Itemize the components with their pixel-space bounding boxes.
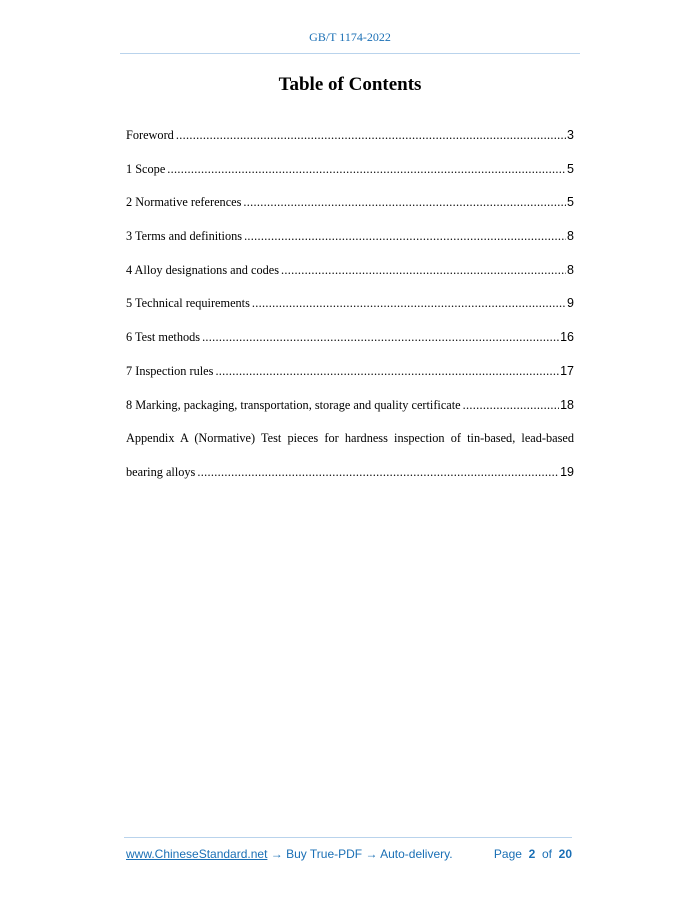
page-indicator [494, 847, 572, 861]
header-divider [120, 53, 580, 54]
toc-entry-label: 6 Test methods [126, 330, 201, 345]
toc-entry-scope[interactable] [126, 153, 574, 187]
toc-entry-inspection-rules[interactable] [126, 355, 574, 389]
toc-leader-dots [215, 355, 559, 389]
toc-entry-label: 8 Marking, packaging, transportation, storage and quality certificate [126, 397, 461, 412]
footer-divider [124, 837, 572, 838]
toc-entry-page: 18 [560, 397, 574, 412]
toc-leader-dots [244, 220, 566, 254]
page-of-label: of [541, 847, 552, 861]
website-link[interactable]: www.ChineseStandard.net [126, 847, 268, 861]
toc-entry-page: 8 [567, 262, 574, 277]
toc-list [126, 119, 574, 490]
toc-entry-page: 17 [560, 363, 574, 378]
toc-entry-normative-references[interactable] [126, 186, 574, 220]
toc-leader-dots [252, 287, 566, 321]
toc-entry-label: bearing alloys [126, 464, 196, 479]
page-label: Page [493, 847, 522, 861]
toc-entry-foreword[interactable] [126, 119, 574, 153]
toc-leader-dots [167, 153, 566, 187]
toc-entry-label: 2 Normative references [126, 195, 242, 210]
toc-entry-page: 19 [560, 464, 574, 479]
toc-leader-dots [197, 456, 559, 490]
footer-promo [126, 847, 453, 861]
toc-entry-label: 4 Alloy designations and codes [126, 262, 280, 277]
toc-leader-dots [463, 389, 559, 423]
page-current: 2 [528, 847, 536, 861]
toc-entry-alloy-designations[interactable] [126, 254, 574, 288]
toc-entry-appendix-a[interactable] [126, 456, 574, 490]
toc-entry-page: 3 [567, 128, 574, 142]
toc-entry-test-methods[interactable] [126, 321, 574, 355]
toc-entry-technical-requirements[interactable] [126, 287, 574, 321]
toc-leader-dots [281, 254, 566, 288]
toc-entry-page: 5 [567, 195, 574, 210]
toc-entry-appendix-a-line1[interactable]: Appendix A (Normative) Test pieces for hardness inspection of tin-based, lead-based [126, 431, 574, 446]
toc-entry-terms-definitions[interactable] [126, 220, 574, 254]
toc-entry-page: 8 [567, 229, 574, 244]
toc-entry-label: 1 Scope [126, 161, 166, 176]
toc-leader-dots [176, 119, 566, 153]
toc-entry-label: Foreword [126, 128, 174, 142]
toc-entry-page: 5 [567, 161, 574, 176]
page-total: 20 [558, 847, 572, 861]
toc-entry-label: 3 Terms and definitions [126, 229, 243, 244]
toc-leader-dots [202, 321, 559, 355]
footer-promo-text: → Buy True-PDF → Auto-delivery. [267, 847, 453, 861]
toc-entry-label: 7 Inspection rules [126, 363, 214, 378]
page-footer [126, 847, 572, 861]
toc-entry-page: 16 [560, 330, 574, 345]
toc-entry-marking-packaging[interactable] [126, 389, 574, 423]
toc-entry-page: 9 [567, 296, 574, 311]
page-title: Table of Contents [278, 74, 422, 95]
toc-entry-label: 5 Technical requirements [126, 296, 250, 311]
toc-leader-dots [243, 186, 566, 220]
header-standard-code: GB/T 1174-2022 [309, 30, 391, 44]
